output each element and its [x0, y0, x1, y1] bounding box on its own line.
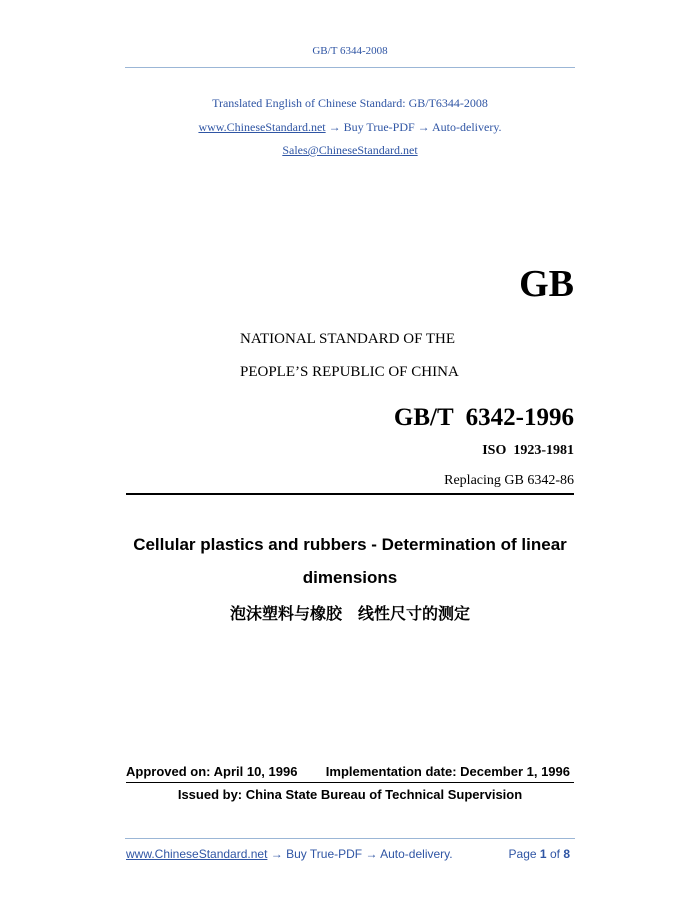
footer-buy-notice: [126, 847, 453, 861]
footer-divider: [125, 838, 575, 839]
issued-divider: [126, 782, 574, 783]
translation-notice: Translated English of Chinese Standard: GB/T6344-2008: [212, 96, 488, 110]
replacing-standard: Replacing GB 6342-86: [444, 473, 574, 488]
national-standard-line1: NATIONAL STANDARD OF THE: [240, 331, 456, 347]
buy-notice: [0, 120, 700, 135]
page-current: 1: [539, 847, 547, 861]
footer-buy-text: → Buy True-PDF → Auto-delivery.: [270, 847, 453, 861]
page-of: of: [549, 847, 560, 861]
title-chinese: 泡沫塑料与橡胶 线性尺寸的测定: [229, 606, 470, 623]
footer-website-link[interactable]: www.ChineseStandard.net: [126, 847, 268, 861]
sales-email-line: [0, 143, 700, 158]
buy-text: → Buy True-PDF → Auto-delivery.: [328, 120, 502, 134]
page-total: 8: [563, 847, 570, 861]
title-divider: [126, 493, 574, 495]
approved-date: Approved on: April 10, 1996: [126, 764, 298, 779]
implementation-date: Implementation date: December 1, 1996: [325, 764, 570, 779]
standard-number: GB/T 6342-1996: [393, 404, 574, 431]
title-english-line1: Cellular plastics and rubbers - Determination of linear: [133, 535, 567, 554]
page-label: Page: [508, 847, 537, 861]
running-header: GB/T 6344-2008: [312, 45, 388, 57]
title-english-line2: dimensions: [302, 568, 398, 587]
page-indicator: [509, 847, 570, 861]
issued-by: Issued by: China State Bureau of Technical Supervision: [177, 787, 523, 802]
sales-email-link[interactable]: Sales@ChineseStandard.net: [282, 143, 418, 157]
national-standard-line2: PEOPLE’S REPUBLIC OF CHINA: [240, 364, 459, 380]
gb-mark: GB: [519, 263, 574, 305]
iso-number: ISO 1923-1981: [482, 443, 574, 458]
website-link[interactable]: www.ChineseStandard.net: [198, 120, 326, 134]
header-divider: [125, 67, 575, 68]
